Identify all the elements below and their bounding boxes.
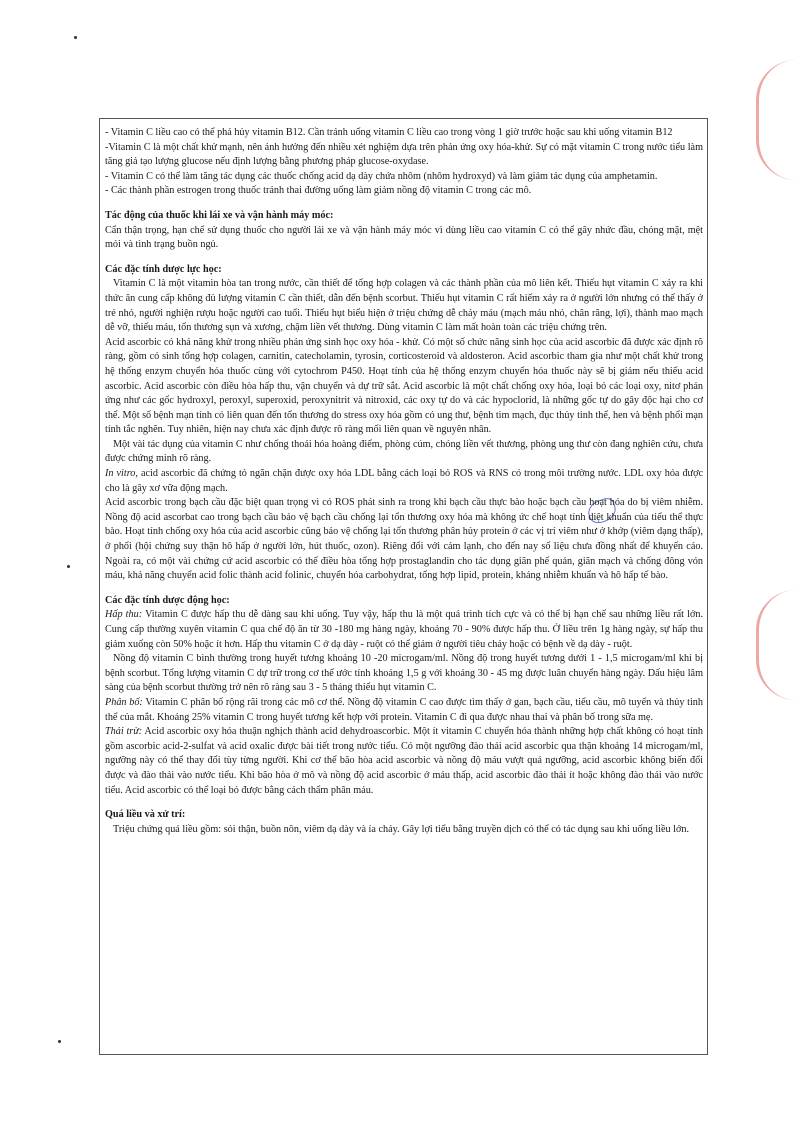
- red-stamp-top: [756, 60, 799, 180]
- pd-paragraph-1: Vitamin C là một vitamin hòa tan trong nước, cần thiết để tổng hợp colagen và các thành phần của mô liên kết. Thiếu hụt vitamin C xảy ra khi thức ăn cung cấp không đủ lượng vitamin C cần thiết, dẫn đến bệnh scorbut. Thiếu hụt vitamin C rất hiếm xảy ra ở người lớn nhưng có thể thấy ở trẻ nhỏ, người nghiện rượu hoặc người cao tuổi. Thiếu hụt biểu hiện ở triệu chứng dễ chảy máu (mạch máu nhỏ, chân răng, lợi), thành mao mạch dễ vỡ, thiếu máu, tổn thương sụn và xương, chậm liền vết thương. Dùng vitamin C làm mất hoàn toàn các triệu chứng trên.: [105, 278, 703, 334]
- in-vitro-label: In vitro: [105, 468, 136, 480]
- interaction-2: -Vitamin C là một chất khử mạnh, nên ảnh hưởng đến nhiều xét nghiệm dựa trên phản ứng oxy hóa-khử. Sự có mặt vitamin C trong nước tiểu làm tăng giả tạo lượng glucose nếu định lượng bằng phương pháp glucose-oxydase.: [105, 141, 703, 168]
- scan-dot: [74, 36, 77, 39]
- interaction-4: - Các thành phần estrogen trong thuốc tránh thai đường uống làm giảm nồng độ vitamin C trong các mô.: [105, 185, 532, 197]
- distribution-label: Phân bố:: [105, 696, 143, 708]
- pd-paragraph-3: Một vài tác dụng của vitamin C như chống thoái hóa hoàng điểm, phòng cúm, chóng liền vết thương, phòng ung thư còn đang nghiên cứu, chưa được chứng minh rõ ràng.: [105, 438, 703, 465]
- overdose-text: Triệu chứng quá liều gồm: sỏi thận, buồn nôn, viêm dạ dày và ỉa chảy. Gây lợi tiểu bằng truyền dịch có thể có tác dụng sau khi uống liều lớn.: [113, 823, 690, 835]
- scan-dot: [58, 1040, 61, 1043]
- absorption-label: Hấp thu:: [105, 609, 143, 621]
- pk-distribution: [105, 696, 703, 725]
- section-title-pharmacodynamics: Các đặc tính dược lực học:: [105, 263, 222, 275]
- scan-dot: [67, 565, 70, 568]
- driving-text: Cẩn thận trọng, hạn chế sử dụng thuốc cho người lái xe và vận hành máy móc vì dùng liều cao vitamin C có thể gây nhức đầu, chóng mặt, mệt mỏi và tình trạng buồn ngủ.: [105, 224, 703, 251]
- elimination-label: Thải trừ:: [105, 726, 143, 738]
- pd-paragraph-4-text: , acid ascorbic đã chứng tỏ ngăn chặn được oxy hóa LDL bằng cách loại bỏ ROS và RNS có trong môi trường nước. LDL oxy hóa được cho là gây xơ vữa động mạch.: [105, 468, 703, 494]
- document-body: [99, 118, 708, 1055]
- pd-paragraph-4: [105, 467, 703, 496]
- absorption-text: Vitamin C được hấp thu dễ dàng sau khi uống. Tuy vậy, hấp thu là một quá trình tích cực và có thể bị hạn chế sau những liều rất lớn. Cung cấp thường xuyên vitamin C qua chế độ ăn từ 30 -180 mg hàng ngày, khoảng 70 - 90% được hấp thu. Ở liều trên 1g hàng ngày, sự hấp thu giảm xuống còn 50% hoặc ít hơn. Hấp thu vitamin C ở dạ dày - ruột có thể giảm ở người tiêu chảy hoặc có bệnh về dạ dày - ruột.: [105, 609, 703, 650]
- pk-elimination: [105, 725, 703, 798]
- pd-paragraph-5: Acid ascorbic trong bạch cầu đặc biệt quan trọng vì có ROS phát sinh ra trong khi bạch cầu thực bào hoặc bạch cầu hoạt hóa do bị viêm nhiễm. Nồng độ acid ascorbat cao trong bạch cầu bảo vệ bạch cầu chống lại tổn thương oxy hóa mà không ức chế hoạt tính diệt khuẩn của tiểu thể thực bào. Hoạt tính chống oxy hóa của acid ascorbic cũng bảo vệ chống lại tổn thương phân hủy protein ở các vị trí viêm như ở khớp (viêm dạng thấp), ở phổi (hội chứng suy thận hô hấp ở người lớn, hút thuốc, ozon). Riêng đối với cảm lạnh, cho đến nay số liệu chưa đồng nhất để khuyến cáo. Ngoài ra, có một vài chứng cứ acid ascorbic có thể điều hòa tổng hợp prostaglandin cho tác dụng giãn phế quản, giãn mạch và chống đông vón máu, khả năng chuyển acid folic thành acid folinic, chuyển hóa carbohydrat, tổng hợp lipid, protein, kháng nhiễm khuẩn và hô hấp tế bào.: [105, 497, 703, 582]
- red-stamp-bottom: [756, 590, 799, 700]
- section-title-overdose: Quá liều và xử trí:: [105, 809, 186, 821]
- distribution-text: Vitamin C phân bố rộng rãi trong các mô cơ thể. Nồng độ vitamin C cao được tìm thấy ở gan, bạch cầu, tiểu cầu, mô tuyến và thủy tinh thể của mắt. Khoảng 25% vitamin C trong huyết tương kết hợp với protein. Vitamin C đi qua được nhau thai và phân bố trong sữa mẹ.: [105, 696, 703, 723]
- pk-absorption: [105, 608, 703, 652]
- interaction-1: - Vitamin C liều cao có thể phá hủy vitamin B12. Cần tránh uống vitamin C liều cao trong vòng 1 giờ trước hoặc sau khi uống vitamin B12: [105, 127, 673, 138]
- section-title-pharmacokinetics: Các đặc tính dược động học:: [105, 594, 230, 606]
- interaction-3: - Vitamin C có thể làm tăng tác dụng các thuốc chống acid dạ dày chứa nhôm (nhôm hydroxyd) và làm giảm tác dụng của amphetamin.: [105, 170, 658, 182]
- pk-plasma: Nồng độ vitamin C bình thường trong huyết tương khoảng 10 -20 microgam/ml. Nồng độ trong huyết tương dưới 1 - 1,5 microgam/ml khi bị bệnh scorbut. Tổng lượng vitamin C dự trữ trong cơ thể ước tính khoảng 1,5 g với khoảng 30 - 45 mg được luân chuyển hàng ngày. Dấu hiệu lâm sàng của bệnh scorbut thường trở nên rõ ràng sau 3 - 5 tháng thiếu hụt vitamin C.: [105, 653, 703, 694]
- pd-paragraph-2: Acid ascorbic có khả năng khử trong nhiều phản ứng sinh học oxy hóa - khử. Có một số chức năng sinh học của acid ascorbic đã được xác định rõ ràng, gồm có sinh tổng hợp colagen, carnitin, catecholamin, tyrosin, corticosteroid và aldosteron. Acid ascorbic tham gia như một chất khử trong hệ thống enzym chuyển hóa thuốc cùng với cytochrom P450. Hoạt tính của hệ thống enzym chuyển hóa thuốc này sẽ bị giảm nếu thiếu acid ascorbic. Acid ascorbic còn điều hòa hấp thu, vận chuyển và dự trữ sắt. Acid ascorbic là một chất chống oxy hóa, loại bỏ các loại oxy, nitơ phản ứng như các gốc hydroxyl, peroxyl, superoxid, peroxynitrit và nitroxid, các oxy tự do và các hypoclorid, là những gốc tự do gây độc hại cho cơ thể. Một số bệnh mạn tính có liên quan đến tổn thương do stress oxy hóa gồm có ung thư, bệnh tim mạch, đục thủy tinh thể, hen và bệnh phổi mạn tính tắc nghẽn. Tuy nhiên, hiện nay chưa xác định được rõ ràng mối liên quan về nguyên nhân.: [105, 336, 703, 436]
- elimination-text: Acid ascorbic oxy hóa thuận nghịch thành acid dehydroascorbic. Một ít vitamin C chuyển hóa thành những hợp chất không có hoạt tính gồm ascorbic acid-2-sulfat và acid oxalic được bài tiết trong nước tiểu. Có một ngưỡng đào thải acid ascorbic qua thận khoảng 14 microgam/ml, ngưỡng này có thể thay đổi tùy từng người. Khi cơ thể bão hòa acid ascorbic và nồng độ máu vượt quá ngưỡng, acid ascorbic không biến đổi được và đào thải vào nước tiểu. Khi bão hòa ở mô và nồng độ acid ascorbic ở máu thấp, acid ascorbic đào thải ít hoặc không đào thải vào nước tiểu. Acid ascorbic có thể loại bỏ được bằng cách thẩm phân máu.: [105, 726, 703, 796]
- section-title-driving: Tác động của thuốc khi lái xe và vận hành máy móc:: [105, 209, 334, 221]
